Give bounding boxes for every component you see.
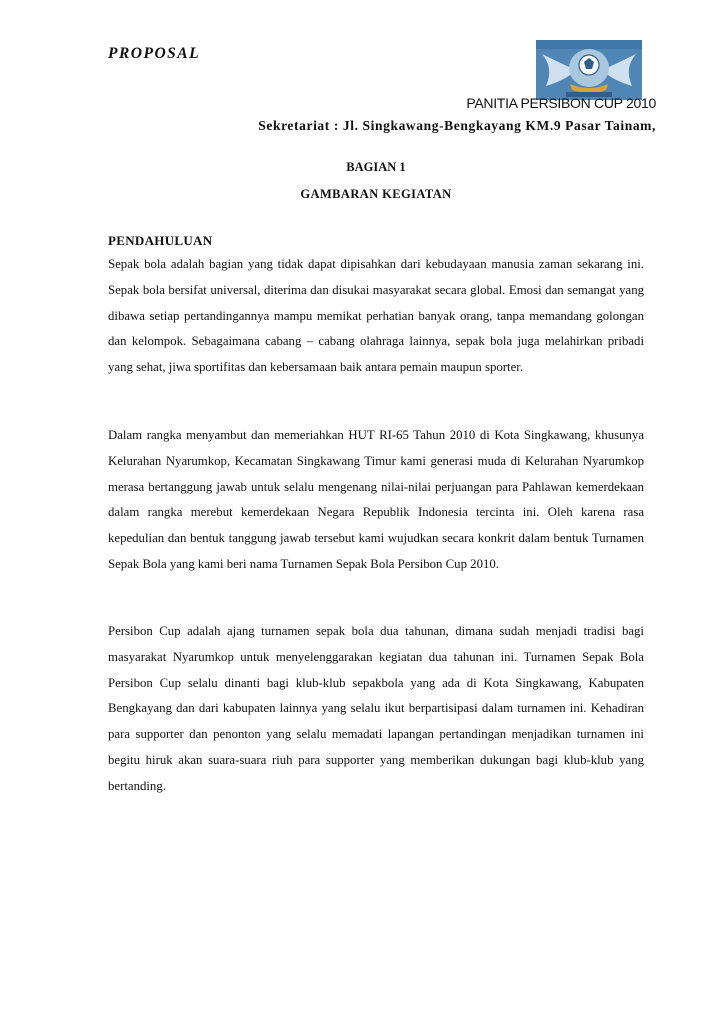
- intro-heading: PENDAHULUAN: [108, 233, 213, 248]
- intro-paragraph-1: Sepak bola adalah bagian yang tidak dapat dipisahkan dari kebudayaan manusia zaman sekarang ini. Sepak bola bersifat universal, diterima dan disukai masyarakat secara global. Emosi dan semangat yang dibawa setiap pertandingannya mampu memikat perhatian banyak orang, tanpa memandang golongan dan kelompok. Sebagaimana cabang – cabang olahraga lainnya, sepak bola juga melahirkan pribadi yang sehat, jiwa sportifitas dan kebersamaan baik antara pemain maupun sporter.: [108, 257, 644, 375]
- intro-paragraph-3: Persibon Cup adalah ajang turnamen sepak bola dua tahunan, dimana sudah menjadi tradisi bagi masyarakat Nyarumkop untuk menyelenggarakan kegiatan dua tahunan ini. Turnamen Sepak Bola Persibon Cup selalu dinanti bagi klub-klub sepakbola yang ada di Kota Singkawang, Kabupaten Bengkayang dan dari kabupaten lainnya yang selalu ikut berpartisipasi dalam turnamen ini. Kehadiran para supporter dan penonton yang selalu memadati lapangan pertandingan menjadikan turnamen ini begitu hiruk akan suara-suara riuh para supporter yang memberikan dukungan bagi klub-klub yang bertanding.: [108, 624, 644, 793]
- committee-title: PANITIA PERSIBON CUP 2010: [466, 95, 656, 111]
- logo-band: [536, 40, 642, 49]
- section-title: GAMBARAN KEGIATAN: [300, 187, 452, 201]
- persibon-logo: [536, 40, 642, 100]
- secretariat-address: Sekretariat : Jl. Singkawang-Bengkayang KM.9 Pasar Tainam,: [258, 118, 656, 133]
- section-number: BAGIAN 1: [346, 160, 406, 174]
- intro-paragraph-2: Dalam rangka menyambut dan memeriahkan HUT RI-65 Tahun 2010 di Kota Singkawang, khusunya Kelurahan Nyarumkop, Kecamatan Singkawang Timur kami generasi muda di Kelurahan Nyarumkop merasa bertanggung jawab untuk selalu mengenang nilai-nilai perjuangan para Pahlawan kemerdekaan dalam rangka merebut kemerdekaan Negara Republik Indonesia tercinta ini. Oleh karena rasa kepedulian dan bentuk tanggung jawab tersebut kami wujudkan secara konkrit dalam bentuk Turnamen Sepak Bola yang kami beri nama Turnamen Sepak Bola Persibon Cup 2010.: [108, 428, 644, 571]
- proposal-label: PROPOSAL: [108, 45, 201, 62]
